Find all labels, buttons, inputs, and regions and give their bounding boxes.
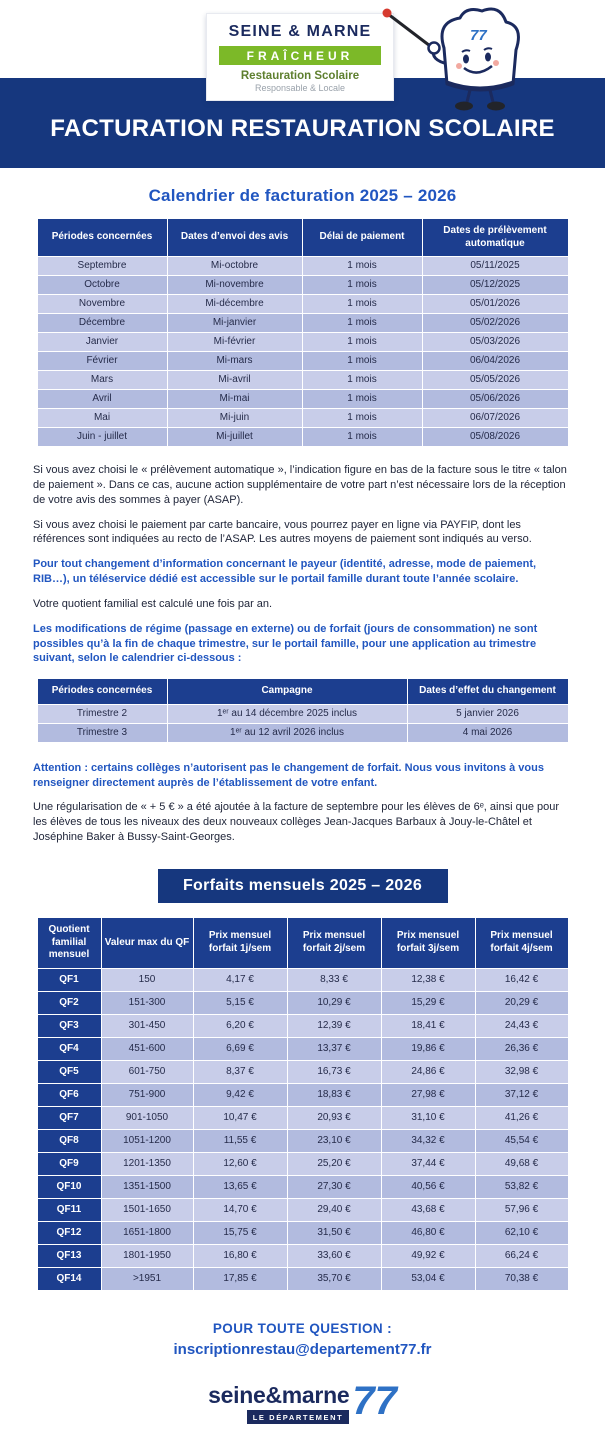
table-cell: 12,39 € xyxy=(287,1014,381,1037)
table-cell: 23,10 € xyxy=(287,1129,381,1152)
table-row xyxy=(37,723,568,742)
table-row xyxy=(37,1060,568,1083)
table-cell: Novembre xyxy=(37,295,167,314)
forfaits-col-3j: Prix mensuel forfait 3j/sem xyxy=(381,918,475,969)
table-cell: 18,41 € xyxy=(381,1014,475,1037)
table-cell: 6,69 € xyxy=(193,1037,287,1060)
table-cell: QF10 xyxy=(37,1175,101,1198)
table-cell: 46,80 € xyxy=(381,1221,475,1244)
info-text-block xyxy=(33,463,572,666)
table-row xyxy=(37,1221,568,1244)
table-cell: Mi-février xyxy=(167,333,302,352)
table-row xyxy=(37,295,568,314)
table-cell: 66,24 € xyxy=(475,1244,568,1267)
table-cell: 1 mois xyxy=(302,390,422,409)
table-cell: 05/01/2026 xyxy=(422,295,568,314)
brand-logo xyxy=(206,13,394,101)
table-cell: 1501-1650 xyxy=(101,1198,193,1221)
table-cell: 1 mois xyxy=(302,257,422,276)
table-row xyxy=(37,1198,568,1221)
table-cell: 20,93 € xyxy=(287,1106,381,1129)
table-row xyxy=(37,1037,568,1060)
table-cell: 27,98 € xyxy=(381,1083,475,1106)
table-row xyxy=(37,371,568,390)
billing-col-delai: Délai de paiement xyxy=(302,219,422,257)
table-cell: 1801-1950 xyxy=(101,1244,193,1267)
notes-text-block xyxy=(33,761,572,845)
table-row xyxy=(37,257,568,276)
table-cell: 12,60 € xyxy=(193,1152,287,1175)
table-cell: Mi-octobre xyxy=(167,257,302,276)
department-logo-caption: LE DÉPARTEMENT xyxy=(247,1410,350,1424)
table-cell: Mi-juillet xyxy=(167,428,302,447)
table-cell: 13,65 € xyxy=(193,1175,287,1198)
table-cell: 26,36 € xyxy=(475,1037,568,1060)
table-cell: QF2 xyxy=(37,991,101,1014)
table-cell: 53,82 € xyxy=(475,1175,568,1198)
table-cell: 5 janvier 2026 xyxy=(407,704,568,723)
table-cell: 16,42 € xyxy=(475,968,568,991)
table-row xyxy=(37,1014,568,1037)
table-cell: 601-750 xyxy=(101,1060,193,1083)
billing-col-envoi: Dates d’envoi des avis xyxy=(167,219,302,257)
contact-email-link[interactable]: inscriptionrestau@departement77.fr xyxy=(173,1340,432,1358)
table-cell: 151-300 xyxy=(101,991,193,1014)
table-cell: Mi-décembre xyxy=(167,295,302,314)
department-logo-number: 77 xyxy=(352,1378,397,1423)
changes-col-effet: Dates d’effet du changement xyxy=(407,679,568,705)
table-cell: 1 mois xyxy=(302,295,422,314)
table-cell: 06/07/2026 xyxy=(422,409,568,428)
table-cell: Mi-janvier xyxy=(167,314,302,333)
table-cell: 8,33 € xyxy=(287,968,381,991)
table-cell: QF11 xyxy=(37,1198,101,1221)
table-cell: 1651-1800 xyxy=(101,1221,193,1244)
table-cell: 18,83 € xyxy=(287,1083,381,1106)
table-cell: Juin - juillet xyxy=(37,428,167,447)
table-cell: 25,20 € xyxy=(287,1152,381,1175)
table-cell: 05/03/2026 xyxy=(422,333,568,352)
table-cell: 15,75 € xyxy=(193,1221,287,1244)
table-cell: QF9 xyxy=(37,1152,101,1175)
table-row xyxy=(37,314,568,333)
table-cell: 20,29 € xyxy=(475,991,568,1014)
table-cell: QF14 xyxy=(37,1267,101,1290)
table-cell: 05/06/2026 xyxy=(422,390,568,409)
billing-calendar-table xyxy=(37,218,569,447)
table-cell: Octobre xyxy=(37,276,167,295)
table-cell: 12,38 € xyxy=(381,968,475,991)
table-cell: 17,85 € xyxy=(193,1267,287,1290)
table-header-row xyxy=(37,918,568,969)
table-cell: Septembre xyxy=(37,257,167,276)
table-cell: 41,26 € xyxy=(475,1106,568,1129)
page-title: FACTURATION RESTAURATION SCOLAIRE xyxy=(50,115,555,142)
table-cell: 35,70 € xyxy=(287,1267,381,1290)
table-row xyxy=(37,1106,568,1129)
table-cell: Mi-mai xyxy=(167,390,302,409)
forfaits-col-qf: Quotient familial mensuel xyxy=(37,918,101,969)
table-cell: 1 mois xyxy=(302,333,422,352)
table-row xyxy=(37,1267,568,1290)
table-cell: 4 mai 2026 xyxy=(407,723,568,742)
table-cell: 301-450 xyxy=(101,1014,193,1037)
table-cell: 150 xyxy=(101,968,193,991)
brand-fraicheur-banner: FRAÎCHEUR xyxy=(219,46,381,65)
table-cell: 05/02/2026 xyxy=(422,314,568,333)
table-cell: 33,60 € xyxy=(287,1244,381,1267)
table-row xyxy=(37,409,568,428)
table-cell: 32,98 € xyxy=(475,1060,568,1083)
table-cell: 45,54 € xyxy=(475,1129,568,1152)
table-cell: 05/08/2026 xyxy=(422,428,568,447)
table-cell: 1 mois xyxy=(302,371,422,390)
table-cell: 05/05/2026 xyxy=(422,371,568,390)
brand-tagline: Responsable & Locale xyxy=(254,83,346,93)
table-cell: 40,56 € xyxy=(381,1175,475,1198)
table-cell: 27,30 € xyxy=(287,1175,381,1198)
brand-name: SEINE & MARNE xyxy=(228,23,372,40)
table-cell: Mi-avril xyxy=(167,371,302,390)
table-row xyxy=(37,991,568,1014)
department-logo xyxy=(0,1378,605,1425)
table-cell: 1ᵉʳ au 14 décembre 2025 inclus xyxy=(167,704,407,723)
table-cell: 57,96 € xyxy=(475,1198,568,1221)
table-cell: 34,32 € xyxy=(381,1129,475,1152)
table-cell: QF8 xyxy=(37,1129,101,1152)
department-logo-text xyxy=(208,1381,350,1425)
table-cell: 70,38 € xyxy=(475,1267,568,1290)
table-cell: 49,68 € xyxy=(475,1152,568,1175)
department-logo-name: seine&marne xyxy=(208,1381,350,1408)
table-cell: QF4 xyxy=(37,1037,101,1060)
table-cell: 43,68 € xyxy=(381,1198,475,1221)
forfaits-table xyxy=(37,917,569,1291)
table-cell: 6,20 € xyxy=(193,1014,287,1037)
table-cell: 05/11/2025 xyxy=(422,257,568,276)
table-cell: 9,42 € xyxy=(193,1083,287,1106)
table-cell: Mi-juin xyxy=(167,409,302,428)
forfaits-col-1j: Prix mensuel forfait 1j/sem xyxy=(193,918,287,969)
table-cell: 29,40 € xyxy=(287,1198,381,1221)
table-cell: Mi-novembre xyxy=(167,276,302,295)
table-cell: 751-900 xyxy=(101,1083,193,1106)
table-header-row xyxy=(37,219,568,257)
paragraph-changement-payeur: Pour tout changement d’information concernant le payeur (identité, adresse, mode de paiement, RIB…), un téléservice dédié est accessible sur le portail famille durant toute l’année scolaire. xyxy=(33,558,537,586)
table-cell: 14,70 € xyxy=(193,1198,287,1221)
table-cell: QF12 xyxy=(37,1221,101,1244)
table-cell: QF13 xyxy=(37,1244,101,1267)
table-cell: 06/04/2026 xyxy=(422,352,568,371)
table-cell: 451-600 xyxy=(101,1037,193,1060)
table-row xyxy=(37,333,568,352)
table-cell: 16,80 € xyxy=(193,1244,287,1267)
table-row xyxy=(37,1083,568,1106)
table-cell: Mars xyxy=(37,371,167,390)
page-header xyxy=(0,0,605,168)
table-row xyxy=(37,428,568,447)
paragraph-modifications-regime: Les modifications de régime (passage en externe) ou de forfait (jours de consommation) ne sont possibles qu’à la fin de chaque trimestre, sur le portail famille, pour une application au trimestre suivant, selon le calendrier ci-dessous : xyxy=(33,622,538,665)
paragraph-attention: Attention : certains collèges n’autorisent pas le changement de forfait. Nous vous invitons à vous renseigner directement auprès de l’établissement de votre enfant. xyxy=(33,761,544,789)
table-cell: 1351-1500 xyxy=(101,1175,193,1198)
table-cell: 1 mois xyxy=(302,352,422,371)
table-cell: 31,50 € xyxy=(287,1221,381,1244)
billing-col-periodes: Périodes concernées xyxy=(37,219,167,257)
question-label: POUR TOUTE QUESTION : xyxy=(212,1320,393,1336)
table-cell: Trimestre 2 xyxy=(37,704,167,723)
table-row xyxy=(37,352,568,371)
table-cell: 31,10 € xyxy=(381,1106,475,1129)
table-cell: 49,92 € xyxy=(381,1244,475,1267)
table-cell: 1 mois xyxy=(302,276,422,295)
table-cell: 13,37 € xyxy=(287,1037,381,1060)
changes-col-periodes: Périodes concernées xyxy=(37,679,167,705)
forfaits-col-4j: Prix mensuel forfait 4j/sem xyxy=(475,918,568,969)
paragraph-regularisation: Une régularisation de « + 5 € » a été ajoutée à la facture de septembre pour les élèves de 6ᵉ, ainsi que pour les élèves de tous les niveaux des deux nouveaux collèges Jean-Jacques Barbaux à Jouy-le-Châtel et Joséphine Baker à Bussy-Saint-Georges. xyxy=(33,801,560,844)
forfaits-col-2j: Prix mensuel forfait 2j/sem xyxy=(287,918,381,969)
paragraph-carte-bancaire: Si vous avez choisi le paiement par carte bancaire, vous pourrez payer en ligne via PAYFIP, dont les références sont indiquées au recto de l’ASAP. Les autres moyens de paiement sont indiqués au verso. xyxy=(33,518,532,546)
forfaits-col-valeur-max: Valeur max du QF xyxy=(101,918,193,969)
table-cell: 16,73 € xyxy=(287,1060,381,1083)
table-cell: 05/12/2025 xyxy=(422,276,568,295)
table-cell: 10,29 € xyxy=(287,991,381,1014)
chef-hat-mascot-icon xyxy=(378,2,530,116)
table-row xyxy=(37,390,568,409)
table-cell: 24,43 € xyxy=(475,1014,568,1037)
table-cell: >1951 xyxy=(101,1267,193,1290)
svg-text:77: 77 xyxy=(470,27,487,44)
table-cell: 37,44 € xyxy=(381,1152,475,1175)
table-header-row xyxy=(37,679,568,705)
table-row xyxy=(37,704,568,723)
table-cell: 4,17 € xyxy=(193,968,287,991)
table-cell: 19,86 € xyxy=(381,1037,475,1060)
table-cell: 15,29 € xyxy=(381,991,475,1014)
table-cell: QF5 xyxy=(37,1060,101,1083)
table-cell: Janvier xyxy=(37,333,167,352)
paragraph-prelevement: Si vous avez choisi le « prélèvement automatique », l’indication figure en bas de la facture sous le titre « talon de paiement ». Dans ce cas, aucune action supplémentaire de votre part n’est nécessaire lors de la réception de votre avis des sommes à payer (ASAP). xyxy=(33,464,567,506)
table-cell: QF1 xyxy=(37,968,101,991)
table-cell: 1ᵉʳ au 12 avril 2026 inclus xyxy=(167,723,407,742)
table-cell: 8,37 € xyxy=(193,1060,287,1083)
table-cell: 1051-1200 xyxy=(101,1129,193,1152)
changes-col-campagne: Campagne xyxy=(167,679,407,705)
paragraph-quotient-familial: Votre quotient familial est calculé une fois par an. xyxy=(33,597,273,610)
brand-subtitle: Restauration Scolaire xyxy=(240,70,360,82)
table-cell: Mai xyxy=(37,409,167,428)
table-cell: 1 mois xyxy=(302,409,422,428)
table-row xyxy=(37,1152,568,1175)
table-cell: 1 mois xyxy=(302,428,422,447)
billing-col-prelevement: Dates de prélèvement automatique xyxy=(422,219,568,257)
table-cell: 53,04 € xyxy=(381,1267,475,1290)
changes-table xyxy=(37,678,569,743)
table-cell: 24,86 € xyxy=(381,1060,475,1083)
table-cell: QF3 xyxy=(37,1014,101,1037)
table-cell: 10,47 € xyxy=(193,1106,287,1129)
table-cell: 11,55 € xyxy=(193,1129,287,1152)
table-cell: 1 mois xyxy=(302,314,422,333)
table-row xyxy=(37,968,568,991)
table-cell: Avril xyxy=(37,390,167,409)
table-cell: Février xyxy=(37,352,167,371)
table-row xyxy=(37,1129,568,1152)
table-cell: Mi-mars xyxy=(167,352,302,371)
table-row xyxy=(37,276,568,295)
forfaits-banner: Forfaits mensuels 2025 – 2026 xyxy=(158,869,448,903)
table-row xyxy=(37,1244,568,1267)
table-cell: 37,12 € xyxy=(475,1083,568,1106)
table-cell: 62,10 € xyxy=(475,1221,568,1244)
table-cell: QF6 xyxy=(37,1083,101,1106)
table-cell: 1201-1350 xyxy=(101,1152,193,1175)
table-cell: 901-1050 xyxy=(101,1106,193,1129)
billing-calendar-title: Calendrier de facturation 2025 – 2026 xyxy=(148,186,457,205)
table-cell: QF7 xyxy=(37,1106,101,1129)
table-cell: Décembre xyxy=(37,314,167,333)
table-cell: 5,15 € xyxy=(193,991,287,1014)
table-row xyxy=(37,1175,568,1198)
table-cell: Trimestre 3 xyxy=(37,723,167,742)
